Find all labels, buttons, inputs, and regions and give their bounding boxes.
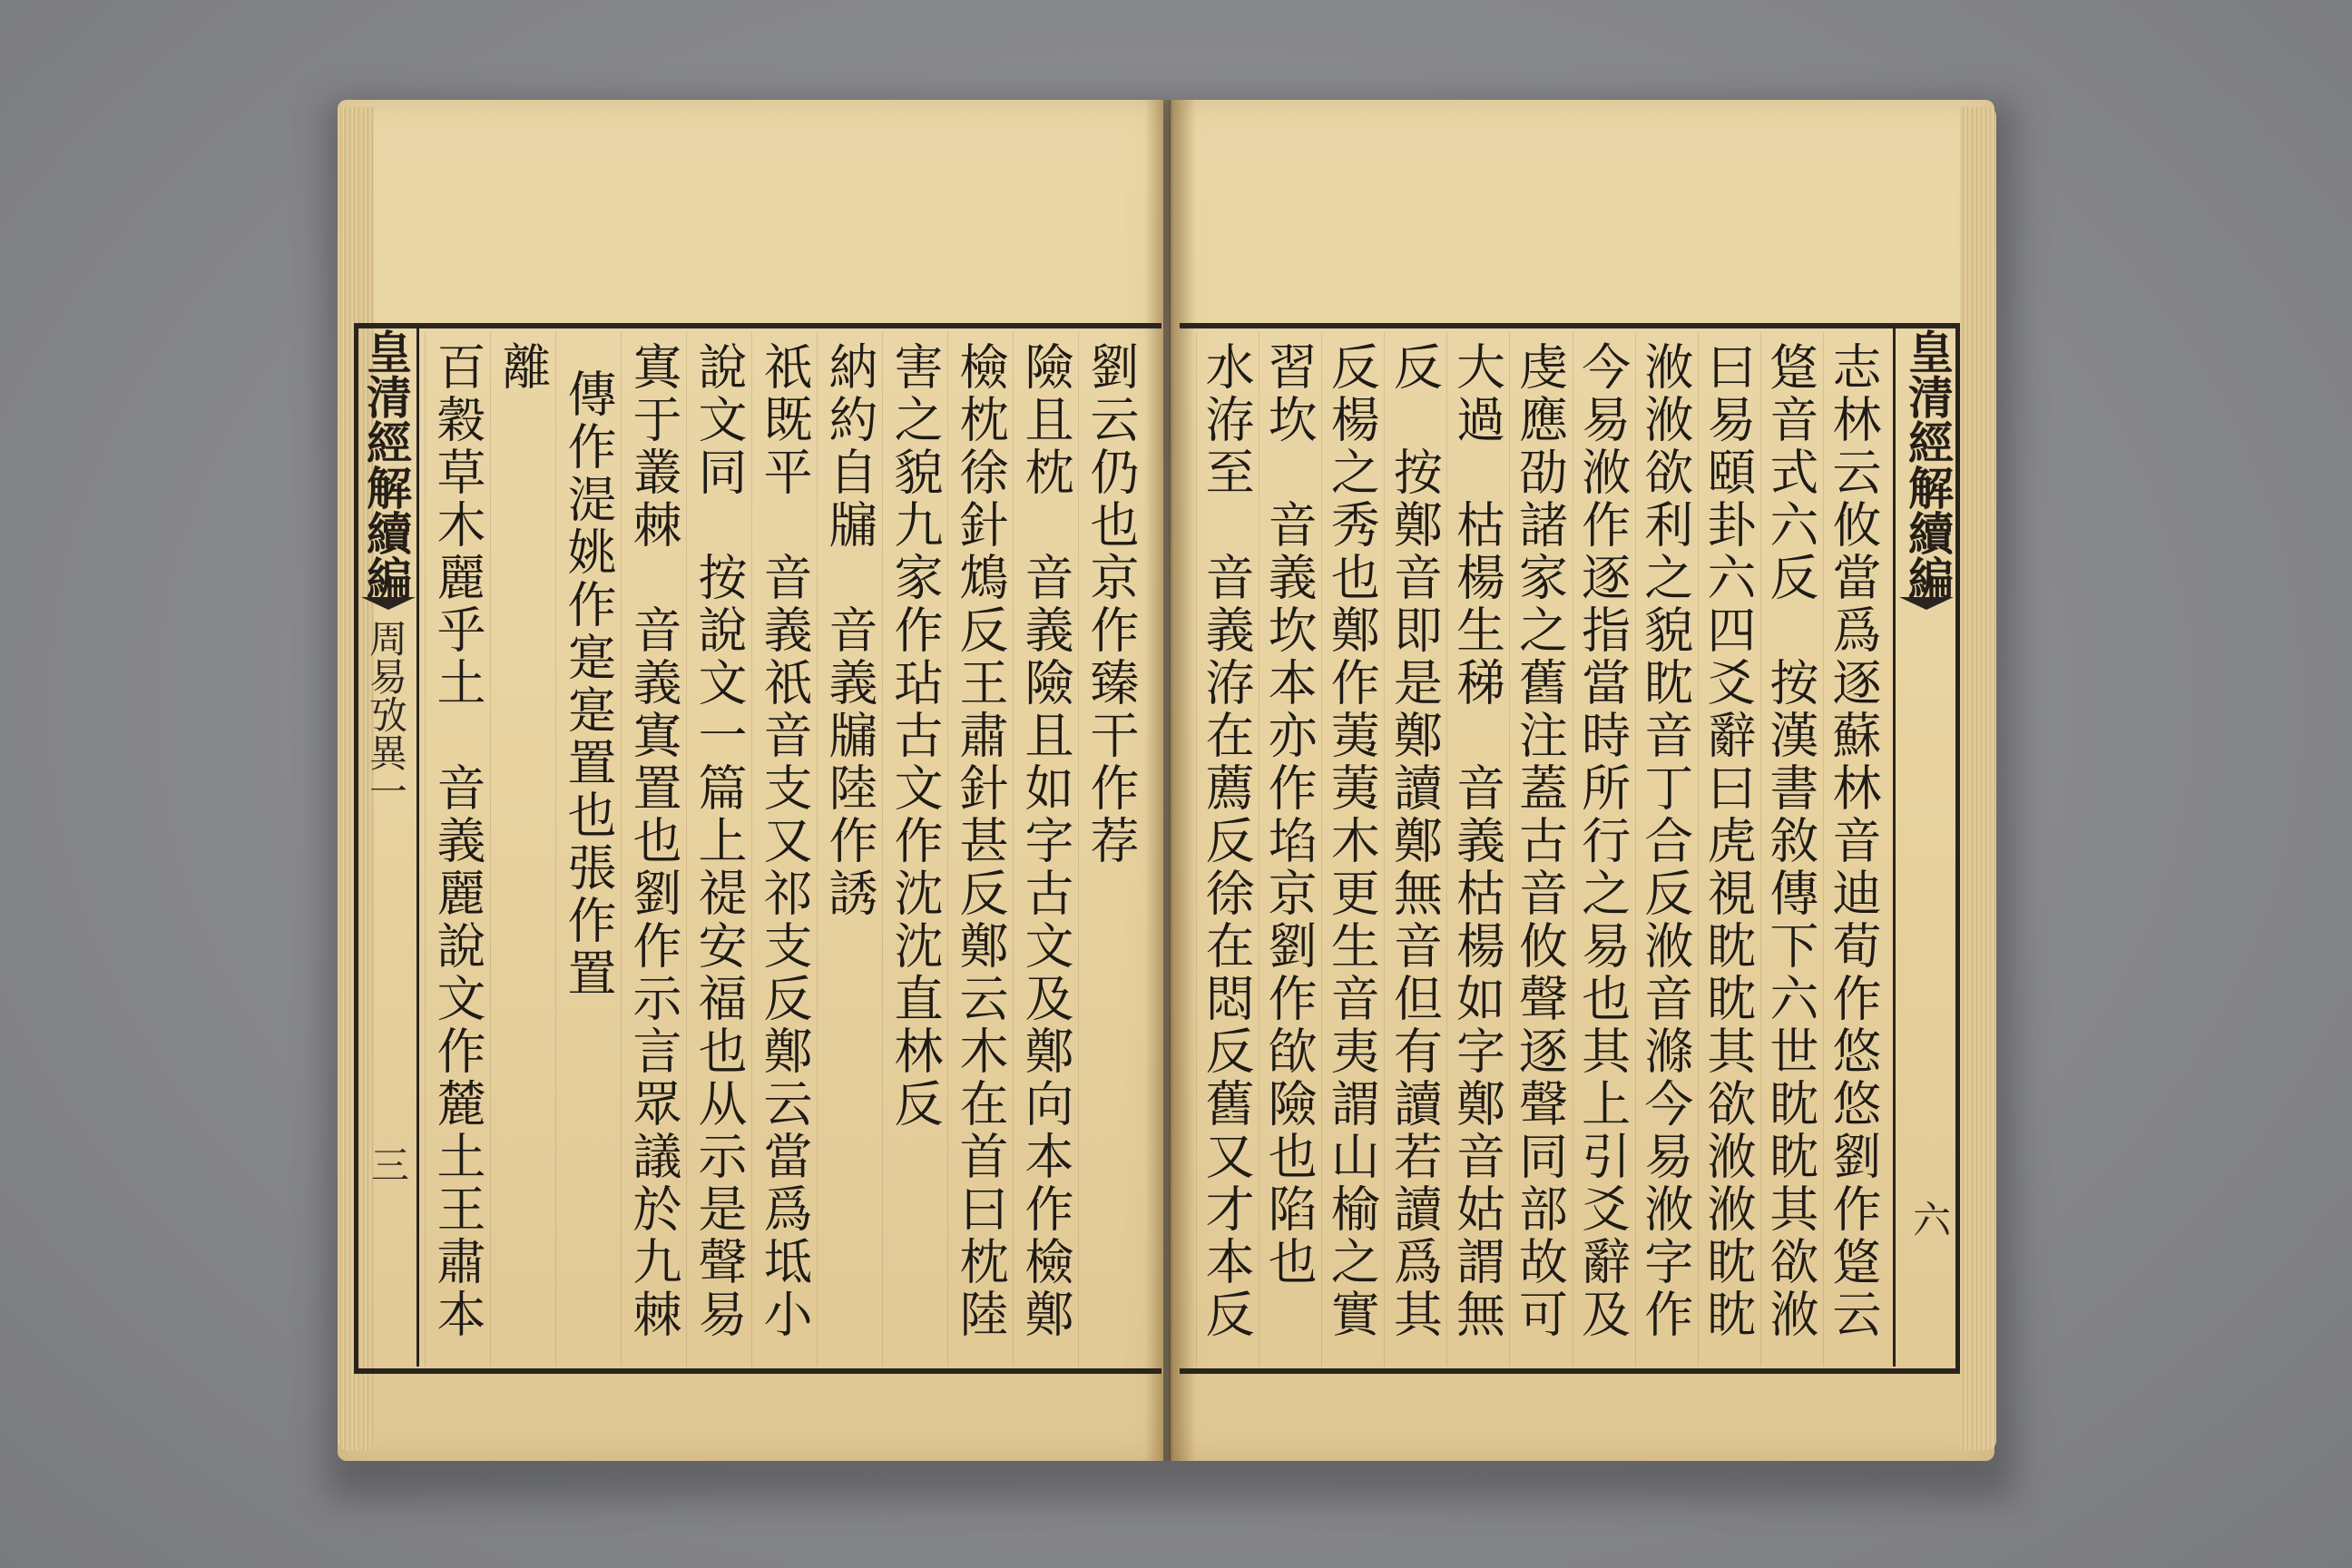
text-column: 離 bbox=[490, 332, 555, 1367]
text-column: 水洊至 音義洊在薦反徐在悶反舊又才本反 bbox=[1196, 332, 1259, 1367]
right-page-edges bbox=[1960, 107, 1996, 1450]
banxin-title: 皇清經解續編 bbox=[359, 328, 413, 601]
text-column: 反 按鄭音即是鄭讀鄭無音但有讀若讀爲其 bbox=[1384, 332, 1446, 1367]
text-column: 傳作湜姚作寔寔置也張作置 bbox=[555, 332, 621, 1367]
banxin-page-number: 三 bbox=[366, 1145, 410, 1183]
text-column: 檢枕徐針鴆反王肅針甚反鄭云木在首曰枕陸 bbox=[947, 332, 1013, 1367]
text-column: 寘于叢棘 音義寘置也劉作示言眾議於九棘 bbox=[621, 332, 686, 1367]
left-banxin bbox=[356, 328, 419, 1367]
text-column: 害之貌九家作玷古文作沈沈直林反 bbox=[882, 332, 947, 1367]
left-top-border bbox=[356, 323, 1161, 328]
left-text-block bbox=[417, 332, 1143, 1367]
text-column: 浟浟欲利之貌眈音丁合反浟音滌今易浟字作 bbox=[1635, 332, 1698, 1367]
book-gutter bbox=[1145, 100, 1196, 1461]
text-column: 跾音式六反 按漢書敘傳下六世眈眈其欲浟 bbox=[1760, 332, 1823, 1367]
text-column: 大過 枯楊生稊 音義枯楊如字鄭音姑謂無 bbox=[1446, 332, 1509, 1367]
text-column: 虔應劭諸家之舊注蓋古音攸聲逐聲同部故可 bbox=[1509, 332, 1572, 1367]
text-column: 劉云仍也京作臻干作荐 bbox=[1078, 332, 1143, 1367]
text-column: 祇既平 音義祇音支又祁支反鄭云當爲坻小 bbox=[751, 332, 817, 1367]
banxin-title: 皇清經解續編 bbox=[1901, 328, 1955, 601]
text-column: 曰易頤卦六四爻辭曰虎視眈眈其欲浟浟眈眈 bbox=[1698, 332, 1760, 1367]
text-column: 納約自牖 音義牖陸作誘 bbox=[817, 332, 882, 1367]
text-column: 志林云攸當爲逐蘇林音迪荀作悠悠劉作跾云 bbox=[1823, 332, 1886, 1367]
left-bottom-border bbox=[356, 1368, 1161, 1374]
right-bottom-border bbox=[1180, 1368, 1960, 1374]
text-column: 說文同 按說文一篇上禔安福也从示是聲易 bbox=[686, 332, 751, 1367]
text-column: 反楊之秀也鄭作荑荑木更生音夷謂山榆之實 bbox=[1321, 332, 1384, 1367]
text-column: 今易浟作逐指當時所行之易也其上引爻辭及 bbox=[1573, 332, 1635, 1367]
fish-tail-mark bbox=[1899, 597, 1954, 610]
right-top-border bbox=[1180, 323, 1960, 328]
fish-tail-mark bbox=[361, 597, 416, 610]
right-banxin bbox=[1893, 328, 1956, 1367]
banxin-page-number: 六 bbox=[1907, 1200, 1952, 1238]
right-text-block bbox=[1196, 332, 1886, 1367]
text-column: 習坎 音義坎本亦作埳京劉作欿險也陷也 bbox=[1259, 332, 1321, 1367]
banxin-section: 周易攷異一 bbox=[364, 619, 408, 809]
text-column: 百穀草木麗乎土 音義麗說文作麓土王肅本 bbox=[425, 332, 490, 1367]
text-column: 險且枕 音義險且如字古文及鄭向本作檢鄭 bbox=[1013, 332, 1078, 1367]
